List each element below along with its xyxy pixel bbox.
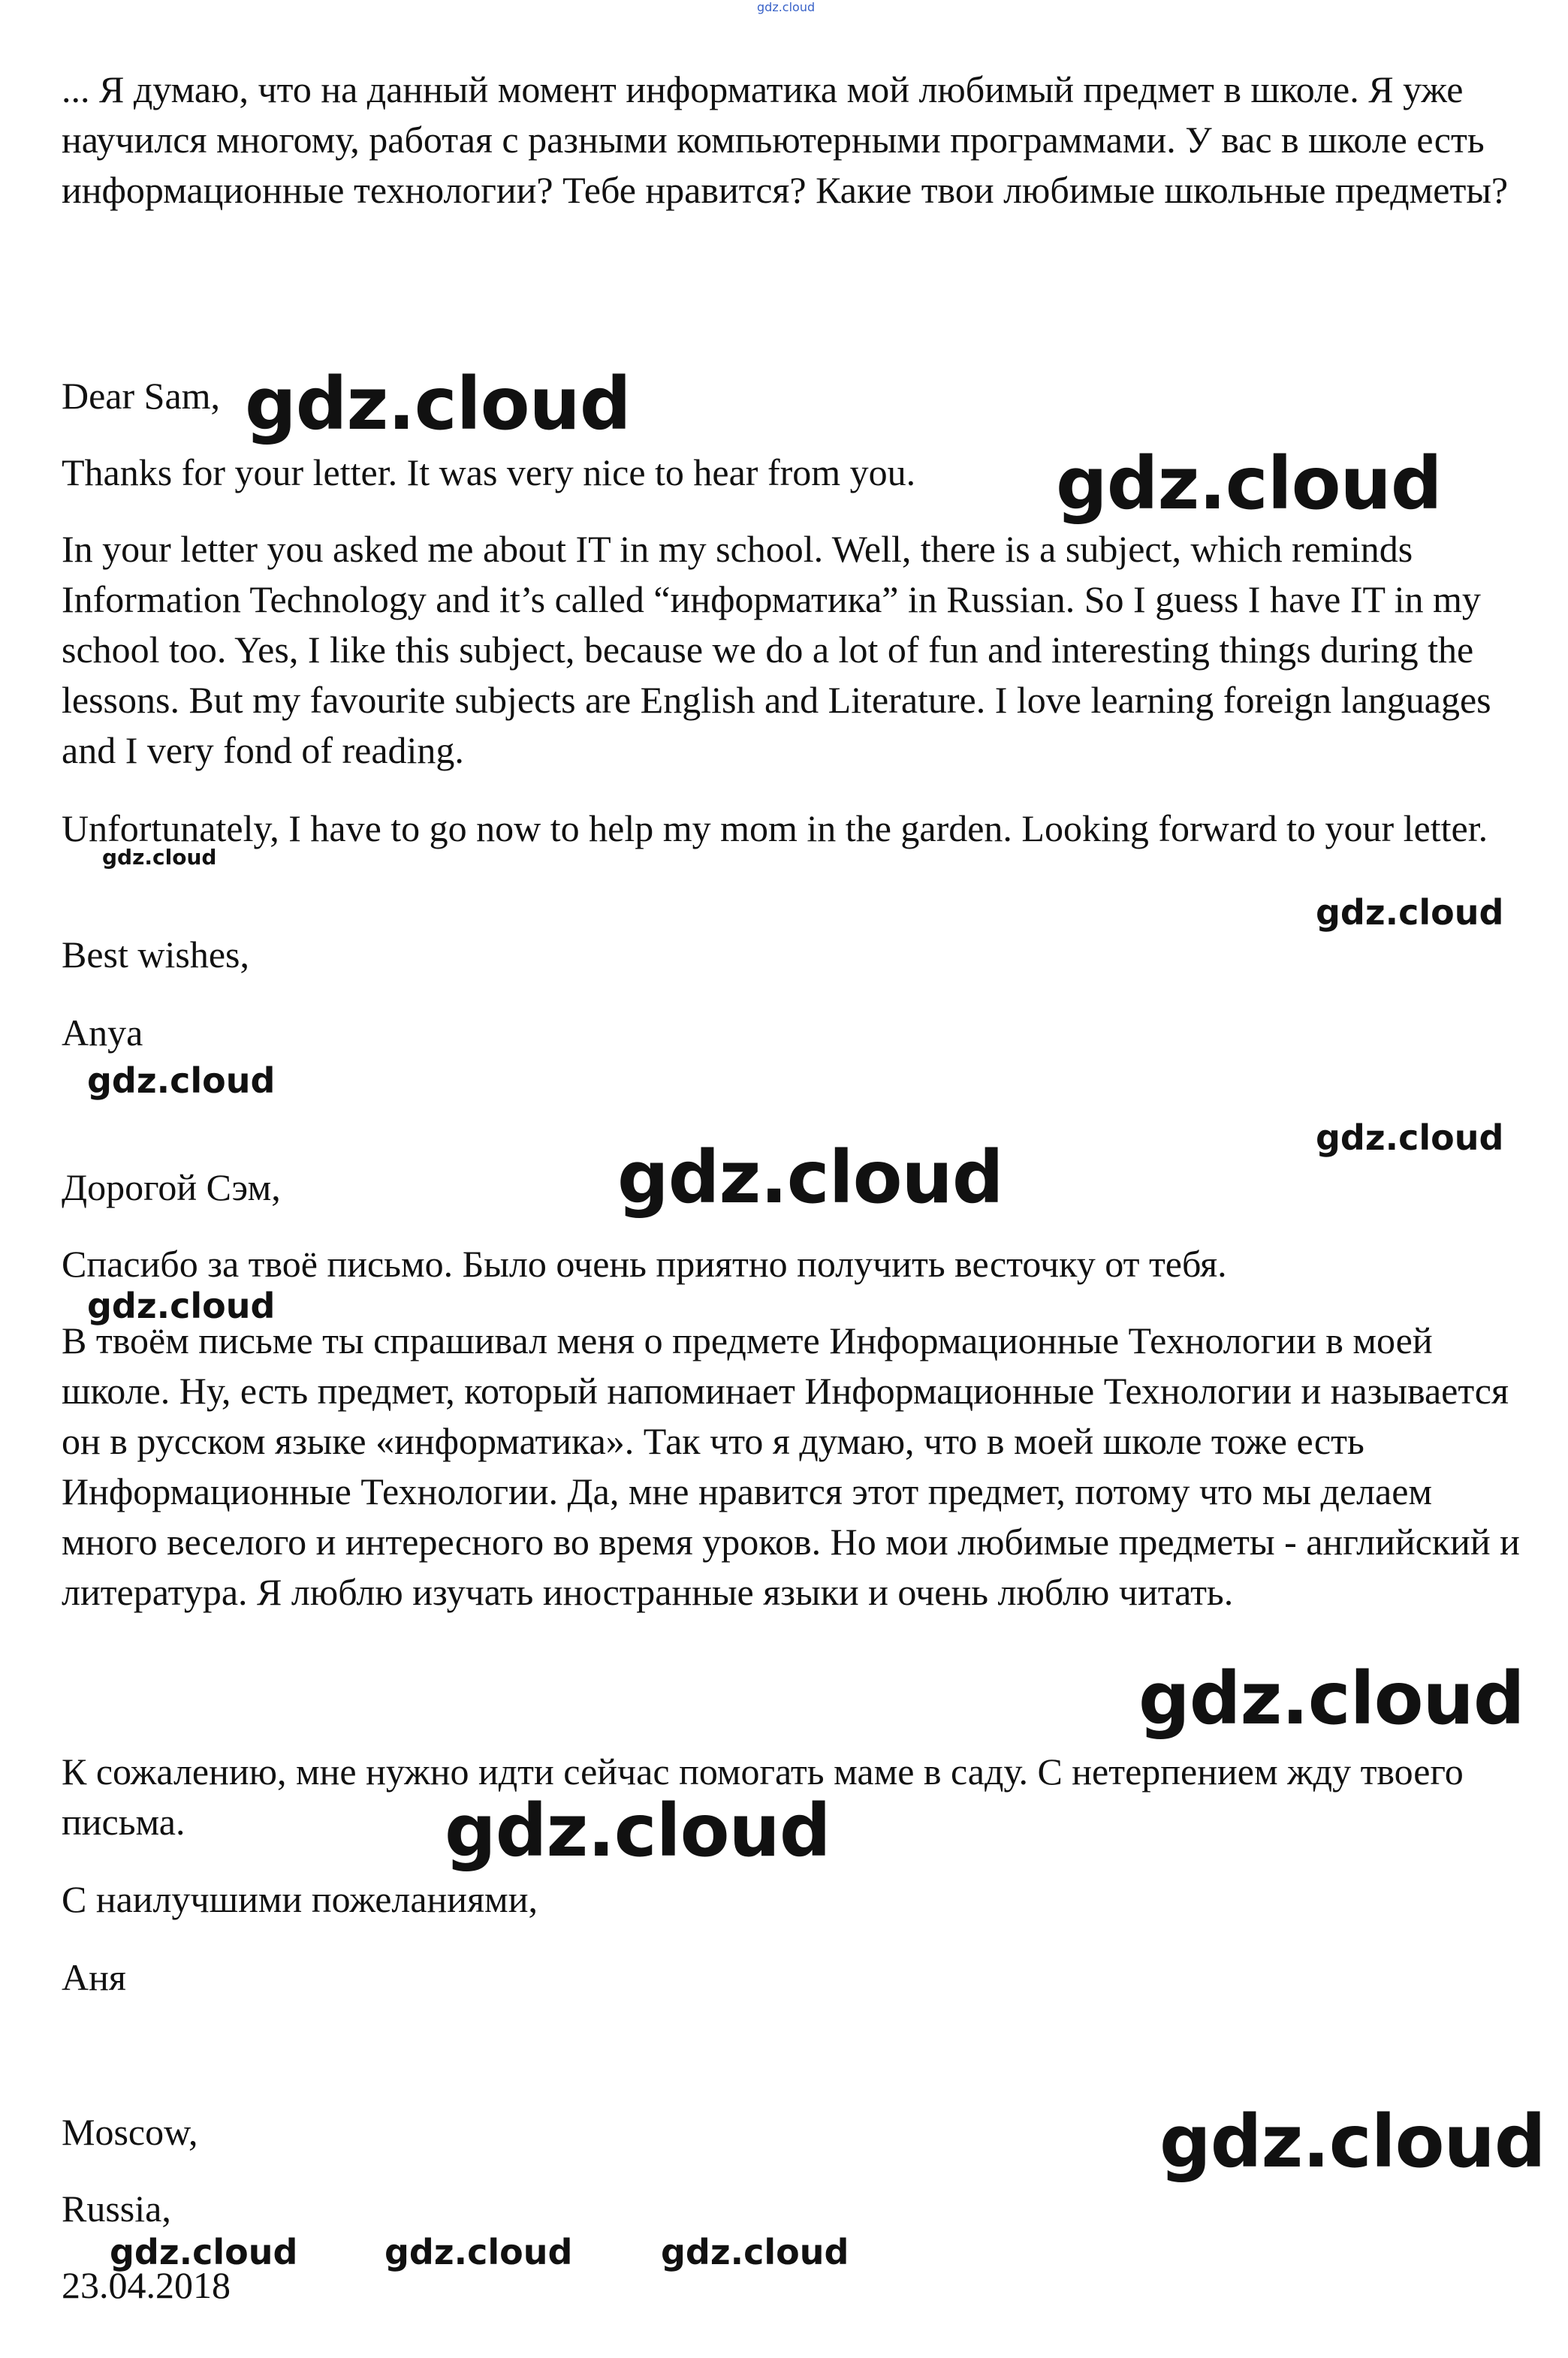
letter-ru-paragraph-2: В твоём письме ты спрашивал меня о предмете Информационные Технологии в моей школе. Ну, есть предмет, который напоминает Информационные Технологии и называется он в русском языке «информатика». Так что я думаю, что в моей школе тоже есть Информационные Технологии. Да, мне нравится этот предмет, потому что мы делаем много веселого и интересного во время уроков. Но мои любимые предметы - английский и литература. Я люблю изучать иностранные языки и очень люблю читать. (62, 1319, 1520, 1613)
greeting-en: Dear Sam, (62, 375, 221, 417)
watermark: gdz.cloud (1138, 1657, 1524, 1741)
watermark: gdz.cloud (1056, 442, 1442, 526)
watermark-top: gdz.cloud (757, 0, 816, 14)
watermark: gdz.cloud (445, 1789, 831, 1873)
signature-ru: Аня (62, 1956, 126, 1998)
watermark: gdz.cloud (245, 362, 631, 446)
watermark: gdz.cloud (102, 845, 217, 870)
letter-ru-paragraph-1: Спасибо за твоё письмо. Было очень приятно получить весточку от тебя. (62, 1243, 1227, 1285)
watermark: gdz.cloud (617, 1135, 1003, 1220)
watermark: gdz.cloud (1316, 892, 1504, 933)
signature-en: Anya (62, 1012, 143, 1054)
watermark: gdz.cloud (384, 2232, 573, 2272)
watermark: gdz.cloud (661, 2232, 849, 2272)
address-city: Moscow, (62, 2111, 198, 2153)
closing-ru: С наилучшими пожеланиями, (62, 1878, 538, 1920)
watermark: gdz.cloud (87, 1060, 276, 1101)
letter-en-paragraph-1: Thanks for your letter. It was very nice to hear from you. (62, 451, 916, 493)
closing-en: Best wishes, (62, 933, 249, 975)
intro-paragraph: ... Я думаю, что на данный момент информатика мой любимый предмет в школе. Я уже научился многому, работая с разными компьютерными программами. У вас в школе есть информационные технологии? Тебе нравится? Какие твои любимые школьные предметы? (62, 68, 1509, 211)
watermark: gdz.cloud (110, 2232, 298, 2272)
letter-en-paragraph-2: In your letter you asked me about IT in my school. Well, there is a subject, which reminds Information Technology and it’s called “информатика” in Russian. So I guess I have IT in my school too. Yes, I like this subject, because we do a lot of fun and interesting things during the lessons. But my favourite subjects are English and Literature. I love learning foreign languages and I very fond of reading. (62, 528, 1491, 771)
letter-en-paragraph-3: Unfortunately, I have to go now to help my mom in the garden. Looking forward to your letter. (62, 807, 1488, 849)
greeting-ru: Дорогой Сэм, (62, 1166, 281, 1208)
watermark: gdz.cloud (1316, 1117, 1504, 1158)
address-country: Russia, (62, 2188, 171, 2230)
letter-date: 23.04.2018 (62, 2264, 231, 2306)
watermark: gdz.cloud (1159, 2100, 1545, 2184)
letter-ru-paragraph-3: К сожалению, мне нужно идти сейчас помогать маме в саду. С нетерпением жду твоего письма. (62, 1750, 1464, 1843)
watermark: gdz.cloud (87, 1286, 276, 1326)
